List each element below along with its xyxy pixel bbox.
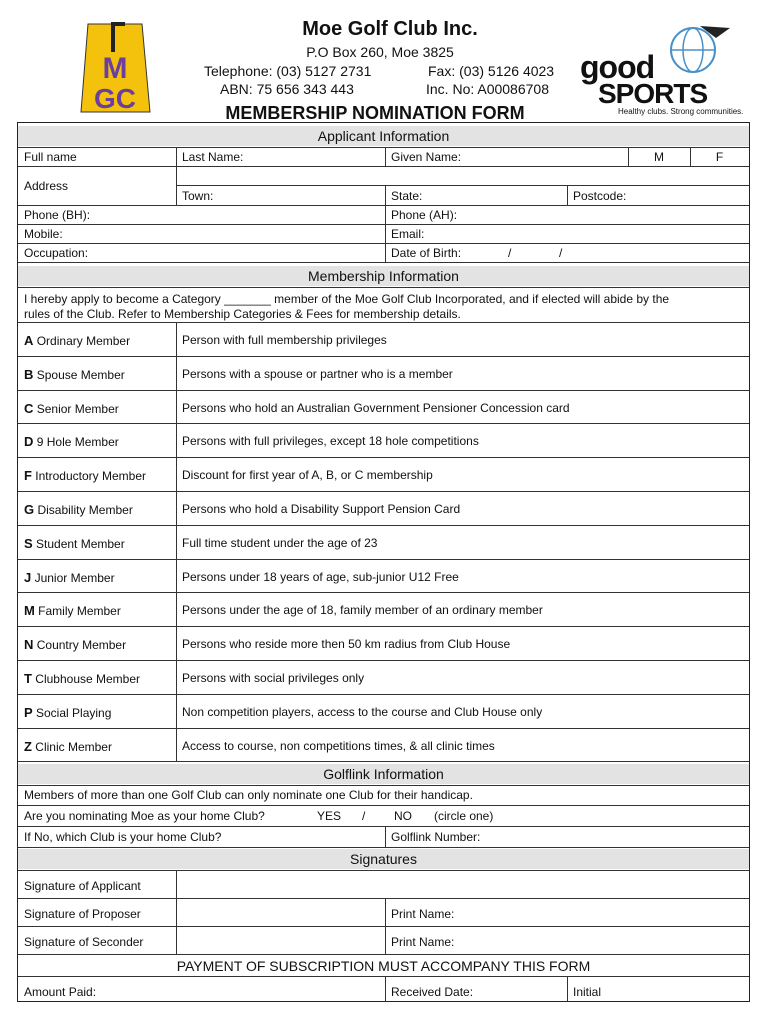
category-label: 9 Hole Member (33, 435, 119, 449)
applicant-heading: Applicant Information (18, 126, 749, 146)
last-name-field[interactable]: Last Name: (182, 150, 244, 164)
golflink-number-field[interactable]: Golflink Number: (391, 830, 481, 844)
dob-separator-1: / (508, 246, 512, 260)
fax: Fax: (03) 5126 4023 (428, 63, 555, 79)
golflink-note: Members of more than one Golf Club can only nominate one Club for their handicap. (24, 788, 473, 802)
category-letter: F (24, 468, 32, 483)
good-sports-logo (578, 20, 750, 120)
category-description: Persons with full privileges, except 18 hole competitions (182, 434, 479, 448)
category-letter: D (24, 434, 34, 449)
nomination-form (17, 122, 750, 1002)
category-description: Persons with a spouse or partner who is a member (182, 367, 453, 381)
category-label: Introductory Member (31, 469, 146, 483)
phone-bh-field[interactable]: Phone (BH): (24, 208, 91, 222)
category-description: Person with full membership privileges (182, 333, 387, 347)
category-letter: B (24, 367, 34, 382)
category-name (18, 331, 136, 351)
category-letter: M (24, 603, 35, 618)
phone-ah-field[interactable]: Phone (AH): (391, 208, 458, 222)
town-field[interactable]: Town: (182, 189, 214, 203)
category-description: Persons under the age of 18, family member of an ordinary member (182, 603, 543, 617)
category-name (18, 399, 125, 419)
category-name (18, 534, 131, 554)
initial-field[interactable]: Initial (573, 985, 602, 999)
category-label: Family Member (34, 604, 121, 618)
category-label: Disability Member (34, 503, 133, 517)
category-name (18, 568, 121, 588)
gender-male-box[interactable]: M (654, 150, 664, 164)
category-label: Spouse Member (33, 368, 125, 382)
seconder-signature-label: Signature of Seconder (24, 935, 144, 949)
applicant-signature-field[interactable] (176, 870, 749, 898)
category-name (18, 601, 127, 621)
applicant-signature-label: Signature of Applicant (24, 879, 141, 893)
abn: ABN: 75 656 343 443 (220, 81, 354, 97)
category-name (18, 466, 152, 486)
category-letter: G (24, 502, 35, 517)
category-label: Clubhouse Member (31, 672, 141, 686)
dob-field[interactable]: Date of Birth: (391, 246, 462, 260)
category-letter: A (24, 333, 34, 348)
golflink-heading: Golflink Information (18, 764, 749, 784)
circle-one-note: (circle one) (434, 809, 494, 823)
category-name (18, 432, 125, 452)
membership-intro-line2: rules of the Club. Refer to Membership Categories & Fees for membership details. (24, 307, 461, 321)
which-club-field[interactable]: If No, which Club is your home Club? (24, 830, 222, 844)
category-name (18, 669, 146, 689)
good-sports-tagline: Healthy clubs. Strong communities. (618, 107, 744, 116)
mobile-field[interactable]: Mobile: (24, 227, 63, 241)
full-name-label: Full name (24, 150, 77, 164)
category-label: Ordinary Member (33, 334, 131, 348)
category-description: Persons who hold an Australian Government Pensioner Concession card (182, 401, 570, 415)
good-sports-word-sports: SPORTS (598, 78, 708, 109)
category-description: Persons who hold a Disability Support Pension Card (182, 502, 461, 516)
svg-text:GC: GC (94, 83, 136, 114)
category-label: Junior Member (31, 571, 115, 585)
po-box: P.O Box 260, Moe 3825 (306, 44, 454, 60)
gender-female-box[interactable]: F (715, 150, 724, 164)
category-description: Persons who reside more then 50 km radius from Club House (182, 637, 511, 651)
occupation-field[interactable]: Occupation: (24, 246, 89, 260)
category-label: Social Playing (32, 706, 112, 720)
category-description: Access to course, non competitions times, & all clinic times (182, 739, 495, 753)
proposer-print-name[interactable]: Print Name: (391, 907, 455, 921)
dob-separator-2: / (559, 246, 563, 260)
amount-paid-field[interactable]: Amount Paid: (24, 985, 97, 999)
seconder-print-name[interactable]: Print Name: (391, 935, 455, 949)
category-letter: Z (24, 739, 32, 754)
category-description: Persons under 18 years of age, sub-junior U12 Free (182, 570, 459, 584)
category-label: Country Member (33, 638, 127, 652)
category-description: Full time student under the age of 23 (182, 536, 378, 550)
no-option[interactable]: NO (394, 809, 412, 823)
payment-heading: PAYMENT OF SUBSCRIPTION MUST ACCOMPANY THIS FORM (18, 956, 749, 976)
category-name (18, 737, 118, 757)
club-logo (78, 20, 153, 116)
inc-number: Inc. No: A00086708 (426, 81, 549, 97)
category-name (18, 703, 117, 723)
category-letter: N (24, 637, 34, 652)
category-letter: J (24, 570, 32, 585)
home-club-question: Are you nominating Moe as your home Club? (24, 809, 265, 823)
category-label: Clinic Member (31, 740, 112, 754)
yes-no-slash: / (362, 809, 366, 823)
category-name (18, 635, 132, 655)
state-field[interactable]: State: (391, 189, 423, 203)
category-description: Persons with social privileges only (182, 671, 365, 685)
received-date-field[interactable]: Received Date: (391, 985, 474, 999)
category-name (18, 365, 131, 385)
category-letter: C (24, 401, 34, 416)
yes-option[interactable]: YES (317, 809, 342, 823)
category-letter: T (24, 671, 32, 686)
category-label: Senior Member (33, 402, 119, 416)
form-title: MEMBERSHIP NOMINATION FORM (225, 103, 525, 123)
address-label: Address (24, 179, 69, 193)
category-label: Student Member (32, 537, 125, 551)
telephone: Telephone: (03) 5127 2731 (204, 63, 372, 79)
email-field[interactable]: Email: (391, 227, 425, 241)
good-sports-word-good: good (580, 49, 655, 85)
svg-text:M: M (102, 52, 128, 85)
category-letter: P (24, 705, 33, 720)
signatures-heading: Signatures (18, 849, 749, 869)
membership-heading: Membership Information (18, 266, 749, 286)
category-description: Non competition players, access to the course and Club House only (182, 705, 543, 719)
category-description: Discount for first year of A, B, or C membership (182, 468, 433, 482)
proposer-signature-label: Signature of Proposer (24, 907, 141, 921)
membership-intro-line1: I hereby apply to become a Category _______ member of the Moe Golf Club Incorporated, and if elected will abide by the (24, 292, 670, 306)
category-letter: S (24, 536, 33, 551)
club-title: Moe Golf Club Inc. (302, 18, 478, 40)
category-name (18, 500, 139, 520)
postcode-field[interactable]: Postcode: (573, 189, 627, 203)
given-name-field[interactable]: Given Name: (391, 150, 462, 164)
